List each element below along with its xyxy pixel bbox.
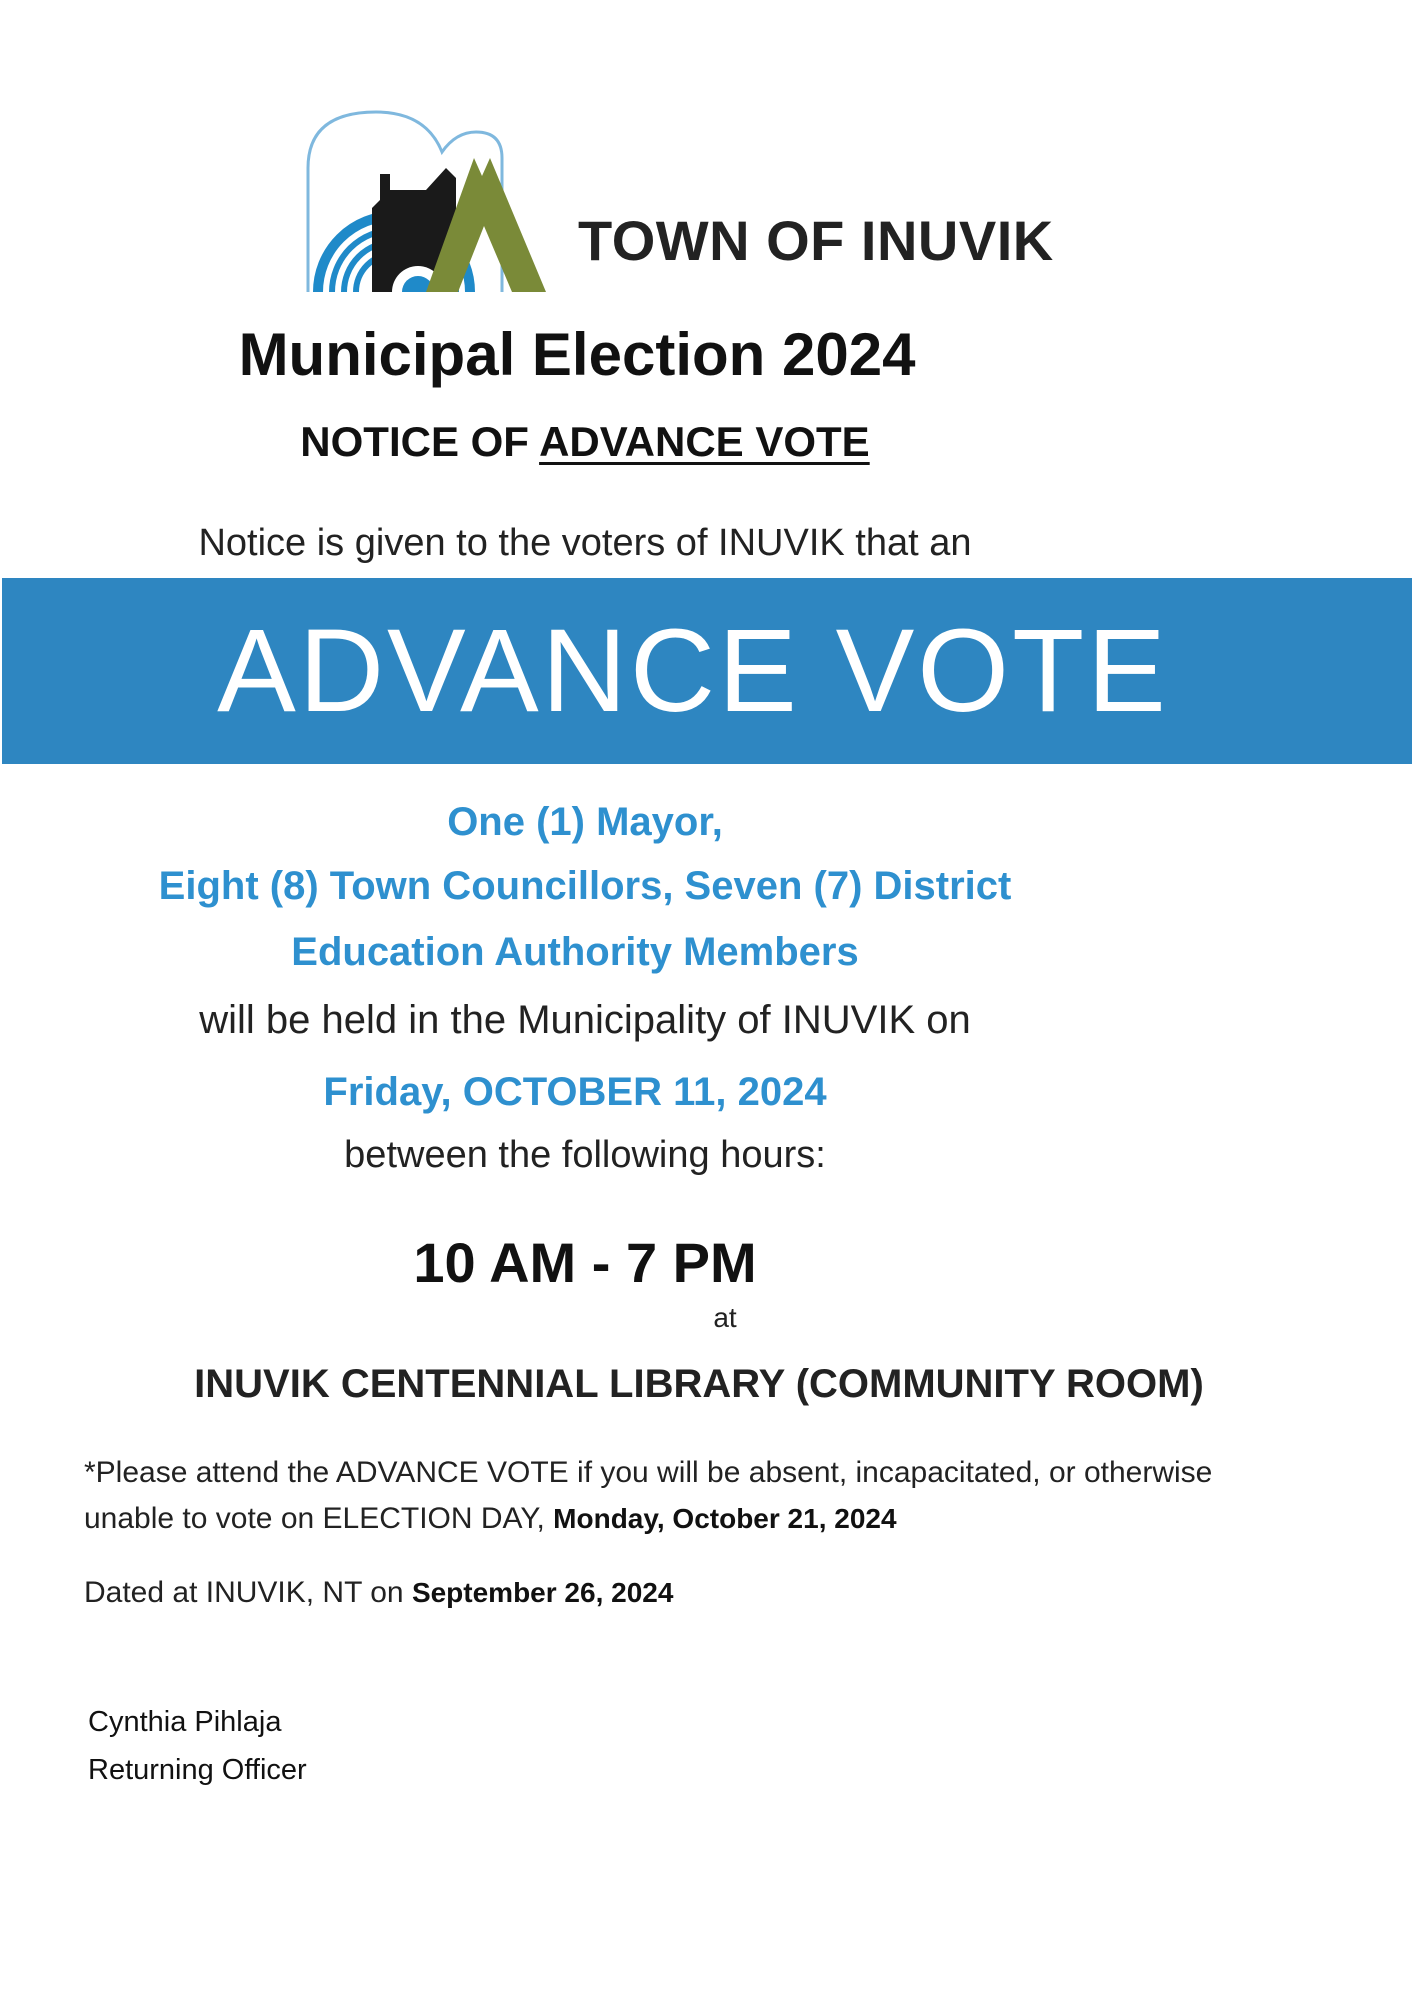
dated-prefix: Dated at INUVIK, NT on <box>84 1576 404 1609</box>
offices-line-3: Education Authority Members <box>291 930 859 974</box>
note-line-2-prefix: unable to vote on ELECTION DAY, <box>84 1502 545 1535</box>
officer-title: Returning Officer <box>88 1754 307 1786</box>
offices-line-1: One (1) Mayor, <box>447 800 723 844</box>
election-title: Municipal Election 2024 <box>238 321 916 388</box>
notice-heading <box>0 418 1292 466</box>
notice-heading-underlined: ADVANCE VOTE <box>539 418 870 465</box>
advance-vote-banner <box>2 578 1412 764</box>
election-day-date: Monday, October 21, 2024 <box>553 1503 897 1534</box>
held-text: will be held in the Municipality of INUVIK on <box>199 998 971 1042</box>
town-of-inuvik-logo-icon <box>306 108 568 294</box>
notice-heading-prefix: NOTICE OF <box>300 418 529 465</box>
note-line-1: *Please attend the ADVANCE VOTE if you will be absent, incapacitated, or otherwise <box>84 1456 1213 1489</box>
voting-location: INUVIK CENTENNIAL LIBRARY (COMMUNITY ROOM) <box>194 1362 1204 1406</box>
notice-intro: Notice is given to the voters of INUVIK that an <box>198 522 972 564</box>
note-line-2 <box>84 1502 897 1536</box>
dated-line <box>84 1576 673 1610</box>
officer-name: Cynthia Pihlaja <box>88 1706 282 1738</box>
vote-date: Friday, OCTOBER 11, 2024 <box>323 1070 827 1114</box>
org-name: TOWN OF INUVIK <box>578 209 1054 272</box>
offices-line-2: Eight (8) Town Councillors, Seven (7) District <box>158 864 1012 908</box>
voting-hours: 10 AM - 7 PM <box>413 1231 757 1294</box>
at-word: at <box>713 1302 737 1333</box>
hours-intro: between the following hours: <box>344 1134 826 1176</box>
dated-date: September 26, 2024 <box>411 1577 674 1608</box>
banner-text: ADVANCE VOTE <box>217 605 1169 737</box>
